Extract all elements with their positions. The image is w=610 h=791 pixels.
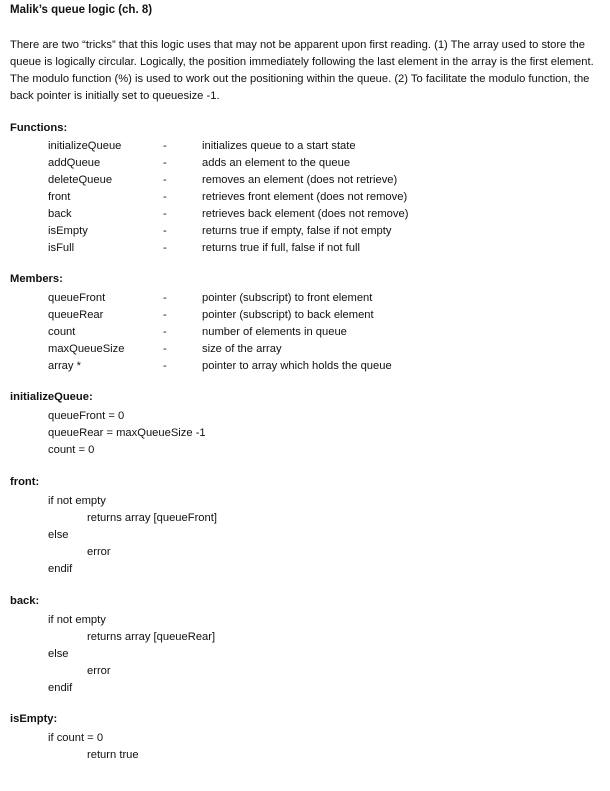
code-line: error	[87, 665, 111, 677]
member-name: array *	[48, 360, 81, 372]
separator-dash: -	[163, 343, 167, 355]
separator-dash: -	[163, 191, 167, 203]
member-description: pointer (subscript) to front element	[202, 292, 373, 304]
separator-dash: -	[163, 225, 167, 237]
code-line: returns array [queueFront]	[87, 512, 217, 524]
function-name: initializeQueue	[48, 140, 122, 152]
member-row	[0, 341, 600, 358]
member-description: number of elements in queue	[202, 326, 347, 338]
separator-dash: -	[163, 292, 167, 304]
function-name: deleteQueue	[48, 174, 113, 186]
code-line: count = 0	[48, 444, 95, 456]
separator-dash: -	[163, 208, 167, 220]
code-line: else	[48, 648, 69, 660]
function-row	[0, 138, 600, 155]
is-empty-heading: isEmpty:	[10, 713, 58, 725]
function-row	[0, 189, 600, 206]
function-description: retrieves front element (does not remove)	[202, 191, 408, 203]
members-heading: Members:	[10, 273, 63, 285]
member-description: size of the array	[202, 343, 282, 355]
function-description: removes an element (does not retrieve)	[202, 174, 398, 186]
function-name: front	[48, 191, 71, 203]
function-row	[0, 155, 600, 172]
code-line: if not empty	[48, 495, 106, 507]
code-line: if count = 0	[48, 732, 104, 744]
member-name: count	[48, 326, 76, 338]
function-name: isFull	[48, 242, 75, 254]
member-name: maxQueueSize	[48, 343, 125, 355]
code-line: error	[87, 546, 111, 558]
initialize-queue-heading: initializeQueue:	[10, 391, 93, 403]
front-heading: front:	[10, 476, 40, 488]
code-line: else	[48, 529, 69, 541]
member-name: queueRear	[48, 309, 104, 321]
separator-dash: -	[163, 242, 167, 254]
code-line: queueFront = 0	[48, 410, 125, 422]
function-row	[0, 172, 600, 189]
code-line: return true	[87, 749, 139, 761]
member-description: pointer (subscript) to back element	[202, 309, 374, 321]
function-description: initializes queue to a start state	[202, 140, 356, 152]
separator-dash: -	[163, 326, 167, 338]
member-row	[0, 324, 600, 341]
function-description: returns true if empty, false if not empty	[202, 225, 392, 237]
function-row	[0, 240, 600, 257]
back-heading: back:	[10, 595, 40, 607]
function-description: adds an element to the queue	[202, 157, 351, 169]
intro-paragraph: There are two “tricks” that this logic uses that may not be apparent upon first reading. (1) The array used to store the queue is logically circular. Logically, the position immediately following the last element in the array is the first element. The modulo function (%) is used to work out the positioning within the queue. (2) To facilitate the modulo function, the back pointer is initially set to queuesize -1.	[10, 39, 594, 102]
functions-heading: Functions:	[10, 122, 68, 134]
code-line: returns array [queueRear]	[87, 631, 216, 643]
separator-dash: -	[163, 174, 167, 186]
separator-dash: -	[163, 140, 167, 152]
separator-dash: -	[163, 309, 167, 321]
member-description: pointer to array which holds the queue	[202, 360, 392, 372]
code-line: endif	[48, 563, 73, 575]
member-row	[0, 290, 600, 307]
member-row	[0, 358, 600, 375]
member-row	[0, 307, 600, 324]
function-row	[0, 206, 600, 223]
separator-dash: -	[163, 157, 167, 169]
function-description: returns true if full, false if not full	[202, 242, 360, 254]
separator-dash: -	[163, 360, 167, 372]
code-line: if not empty	[48, 614, 106, 626]
function-name: addQueue	[48, 157, 101, 169]
function-name: isEmpty	[48, 225, 88, 237]
page-title: Malik’s queue logic (ch. 8)	[10, 4, 153, 16]
member-name: queueFront	[48, 292, 106, 304]
function-name: back	[48, 208, 72, 220]
function-row	[0, 223, 600, 240]
code-line: endif	[48, 682, 73, 694]
function-description: retrieves back element (does not remove)	[202, 208, 409, 220]
code-line: queueRear = maxQueueSize -1	[48, 427, 206, 439]
